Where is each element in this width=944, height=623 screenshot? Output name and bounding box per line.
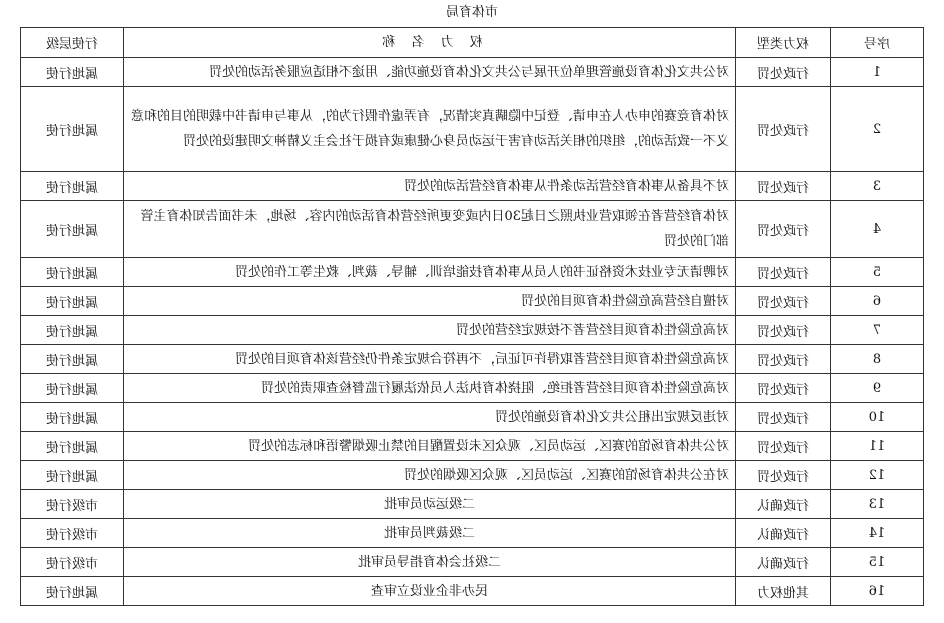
power-list-table — [20, 27, 924, 606]
row-type: 行政确认 — [736, 519, 831, 548]
row-type: 行政处罚 — [736, 201, 831, 258]
row-level: 属地行使 — [21, 461, 124, 490]
table-row — [21, 490, 924, 519]
row-no: 1 — [831, 58, 924, 87]
row-type: 行政处罚 — [736, 87, 831, 172]
row-name: 对违反规定出租公共文化体育设施的处罚 — [124, 403, 736, 432]
row-name: 对高危险性体育项目经营者拒绝、阻挠体育执法人员依法履行监督检查职责的处罚 — [124, 374, 736, 403]
row-type: 行政处罚 — [736, 345, 831, 374]
row-type: 行政处罚 — [736, 58, 831, 87]
row-level: 属地行使 — [21, 577, 124, 606]
row-level: 市级行使 — [21, 490, 124, 519]
row-level: 属地行使 — [21, 58, 124, 87]
row-type: 行政确认 — [736, 490, 831, 519]
table-row — [21, 172, 924, 201]
row-type: 行政处罚 — [736, 172, 831, 201]
table-row — [21, 58, 924, 87]
row-name: 二级运动员审批 — [124, 490, 736, 519]
row-level: 属地行使 — [21, 403, 124, 432]
row-no: 5 — [831, 258, 924, 287]
row-no: 8 — [831, 345, 924, 374]
row-name: 二级裁判员审批 — [124, 519, 736, 548]
row-level: 属地行使 — [21, 345, 124, 374]
row-name: 对体育竞赛的申办人在申请、登记中隐瞒真实情况，有弄虚作假行为的，从事与申请书中载明的目的和意义不一致活动的，组织的相关活动有害于运动员身心健康或有损于社会主义精神文明建设的处罚 — [124, 87, 736, 172]
header-level: 行使层级 — [21, 28, 124, 58]
row-no: 12 — [831, 461, 924, 490]
row-level: 属地行使 — [21, 316, 124, 345]
row-level: 属地行使 — [21, 258, 124, 287]
row-no: 7 — [831, 316, 924, 345]
row-no: 11 — [831, 432, 924, 461]
table-row — [21, 374, 924, 403]
row-type: 行政处罚 — [736, 432, 831, 461]
row-type: 行政处罚 — [736, 374, 831, 403]
row-name: 对高危险性体育项目经营者不按规定经营的处罚 — [124, 316, 736, 345]
row-no: 16 — [831, 577, 924, 606]
row-no: 4 — [831, 201, 924, 258]
table-row — [21, 577, 924, 606]
row-name: 民办非企业设立审查 — [124, 577, 736, 606]
row-type: 行政处罚 — [736, 287, 831, 316]
row-name: 对在公共体育场馆的赛区、运动员区、观众区吸烟的处罚 — [124, 461, 736, 490]
row-type: 其他权力 — [736, 577, 831, 606]
row-no: 14 — [831, 519, 924, 548]
table-row — [21, 461, 924, 490]
row-level: 属地行使 — [21, 201, 124, 258]
row-name: 对高危险性体育项目经营者取得许可证后，不再符合规定条件仍经营该体育项目的处罚 — [124, 345, 736, 374]
row-level: 属地行使 — [21, 287, 124, 316]
table-row — [21, 519, 924, 548]
table-row — [21, 432, 924, 461]
row-level: 属地行使 — [21, 172, 124, 201]
row-type: 行政处罚 — [736, 403, 831, 432]
table-row — [21, 287, 924, 316]
row-no: 9 — [831, 374, 924, 403]
row-name: 对不具备从事体育经营活动条件从事体育经营活动的处罚 — [124, 172, 736, 201]
table-row — [21, 87, 924, 172]
row-no: 2 — [831, 87, 924, 172]
row-no: 13 — [831, 490, 924, 519]
row-level: 市级行使 — [21, 519, 124, 548]
table-row — [21, 201, 924, 258]
row-level: 市级行使 — [21, 548, 124, 577]
header-name: 权 力 名 称 — [124, 28, 736, 58]
row-level: 属地行使 — [21, 432, 124, 461]
row-name: 对体育经营者在领取营业执照之日起30日内或变更所经营体育活动的内容、场地，未书面告知体育主管部门的处罚 — [124, 201, 736, 258]
row-no: 10 — [831, 403, 924, 432]
table-row — [21, 258, 924, 287]
row-no: 3 — [831, 172, 924, 201]
table-row — [21, 345, 924, 374]
header-type: 权力类型 — [736, 28, 831, 58]
row-name: 对聘请无专业技术资格证书的人员从事体育技能培训、辅导、裁判、救生等工作的处罚 — [124, 258, 736, 287]
row-name: 二级社会体育指导员审批 — [124, 548, 736, 577]
row-name: 对公共体育场馆的赛区、运动员区、观众区未设置醒目的禁止吸烟警语和标志的处罚 — [124, 432, 736, 461]
row-name: 对擅自经营高危险性体育项目的处罚 — [124, 287, 736, 316]
row-no: 6 — [831, 287, 924, 316]
row-name: 对公共文化体育设施管理单位开展与公共文化体育设施功能、用途不相适应服务活动的处罚 — [124, 58, 736, 87]
row-no: 15 — [831, 548, 924, 577]
row-type: 行政处罚 — [736, 316, 831, 345]
department-title: 市体育局 — [446, 5, 499, 20]
row-type: 行政处罚 — [736, 258, 831, 287]
table-row — [21, 316, 924, 345]
row-type: 行政确认 — [736, 548, 831, 577]
table-row — [21, 403, 924, 432]
row-level: 属地行使 — [21, 87, 124, 172]
table-header-row — [21, 28, 924, 58]
row-level: 属地行使 — [21, 374, 124, 403]
header-no: 序号 — [831, 28, 924, 58]
table-row — [21, 548, 924, 577]
row-type: 行政处罚 — [736, 461, 831, 490]
